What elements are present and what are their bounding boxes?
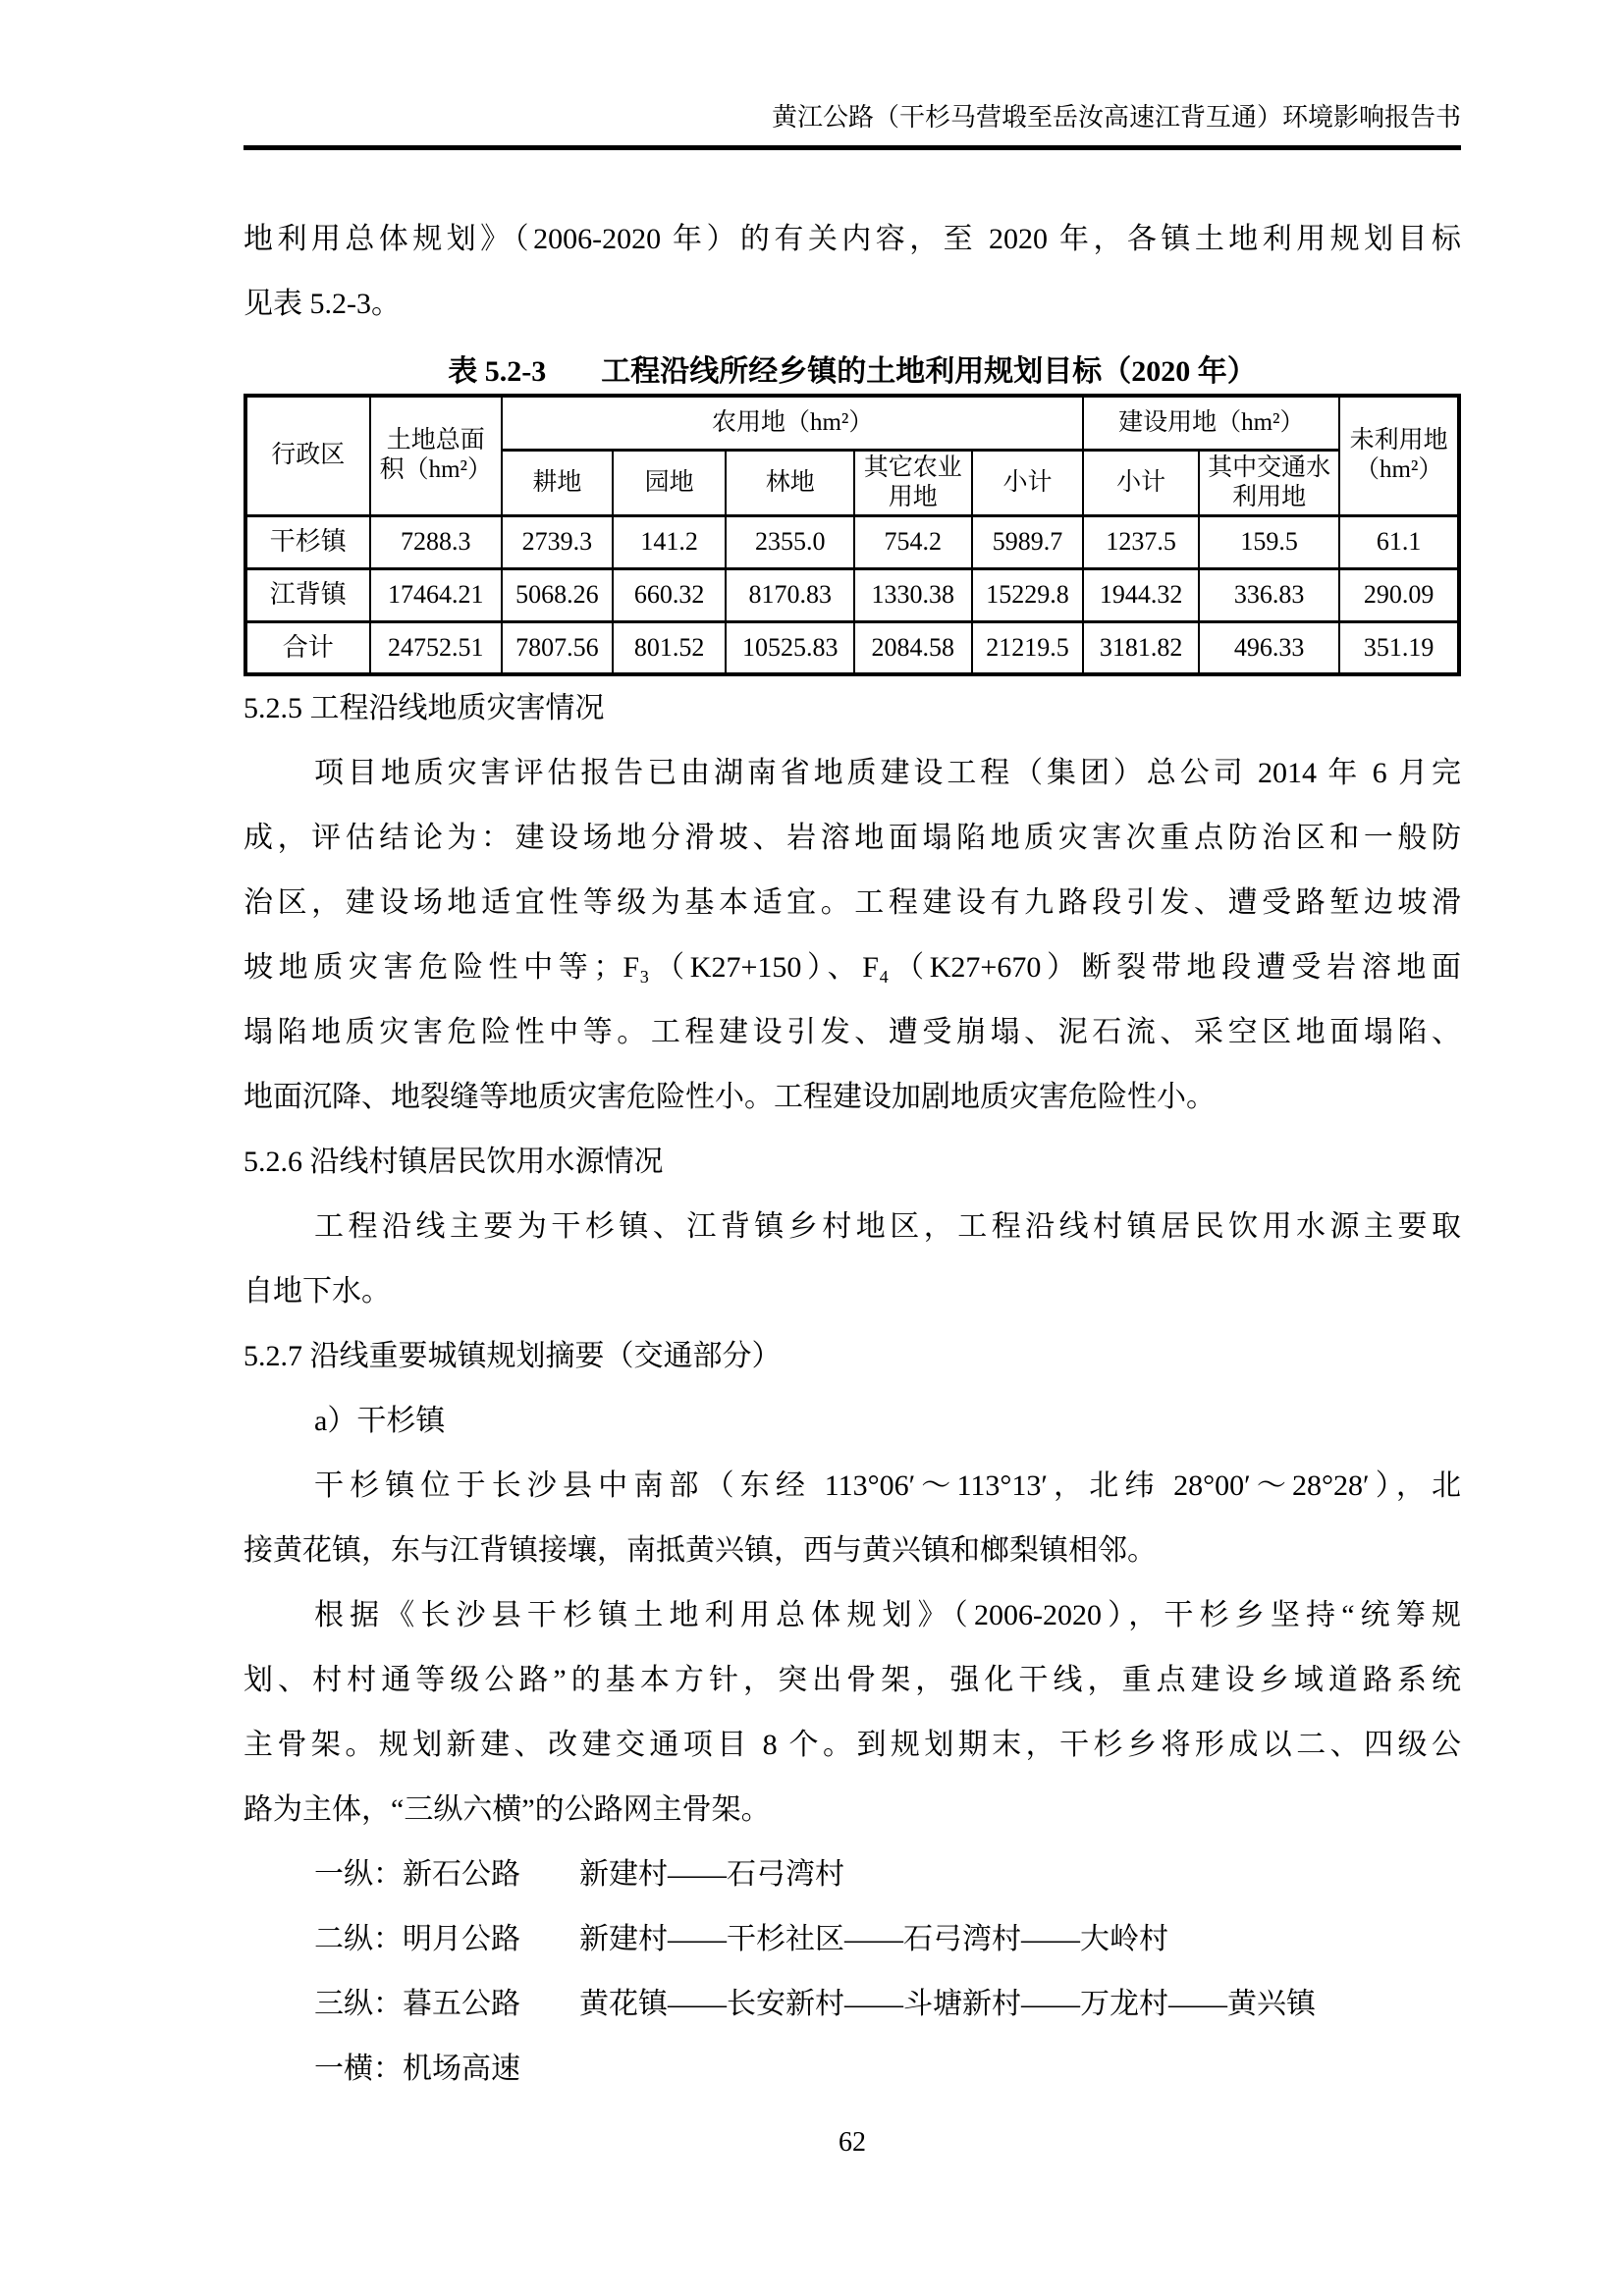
header-rule	[244, 145, 1461, 150]
table-row	[245, 568, 1459, 621]
table-cell: 61.1	[1339, 515, 1459, 568]
body-line: 成，评估结论为：建设场地分滑坡、岩溶地面塌陷地质灾害次重点防治区和一般防	[244, 822, 1461, 854]
subsection-heading-a: a）干杉镇	[314, 1405, 446, 1437]
table-cell: 2355.0	[726, 515, 854, 568]
body-line: 坡地质灾害危险性中等；F₃（K27+150）、F₄（K27+670）断裂带地段遭受岩溶地面	[244, 951, 1461, 984]
section-heading-5-2-7: 5.2.7 沿线重要城镇规划摘要（交通部分）	[244, 1340, 782, 1372]
table-cell: 754.2	[854, 515, 972, 568]
table-caption	[244, 350, 1461, 394]
section-heading-5-2-6: 5.2.6 沿线村镇居民饮用水源情况	[244, 1146, 664, 1178]
col-header-other-agri: 其它农业用地	[854, 450, 972, 515]
body-line: 自地下水。	[244, 1275, 391, 1308]
table-cell: 660.32	[613, 568, 727, 621]
table-caption-label: 表 5.2-3	[448, 355, 547, 388]
col-header-forest: 林地	[726, 450, 854, 515]
table-cell: 1330.38	[854, 568, 972, 621]
table-cell: 江背镇	[245, 568, 370, 621]
table-row	[245, 515, 1459, 568]
intro-line: 见表 5.2-3。	[244, 288, 401, 320]
table-cell: 10525.83	[726, 621, 854, 674]
body-line: 干杉镇位于长沙县中南部（东经 113°06′～113°13′，北纬 28°00′～28°28′），北	[314, 1469, 1461, 1502]
table-cell: 21219.5	[972, 621, 1084, 674]
section-heading-5-2-5: 5.2.5 工程沿线地质灾害情况	[244, 692, 605, 724]
table-cell: 8170.83	[726, 568, 854, 621]
page-footer	[244, 2123, 1461, 2163]
body-line: 工程沿线主要为干杉镇、江背镇乡村地区，工程沿线村镇居民饮用水源主要取	[314, 1210, 1461, 1243]
page-number: 62	[839, 2127, 866, 2158]
col-header-cultivated: 耕地	[502, 450, 613, 515]
col-header-constr-subtotal: 小计	[1083, 450, 1199, 515]
body-line: 路为主体，“三纵六横”的公路网主骨架。	[244, 1793, 771, 1826]
landuse-planning-table	[244, 394, 1461, 676]
col-header-total-area: 土地总面积（hm²）	[370, 396, 502, 515]
table-cell: 干杉镇	[245, 515, 370, 568]
table-cell: 1237.5	[1083, 515, 1199, 568]
road-line: 二纵：明月公路 新建村——干杉社区——石弓湾村——大岭村	[314, 1923, 1168, 1955]
col-header-agricultural-group: 农用地（hm²）	[502, 396, 1083, 450]
col-header-transport-water: 其中交通水利用地	[1199, 450, 1339, 515]
page-header	[244, 0, 1461, 150]
body-line: 根据《长沙县干杉镇土地利用总体规划》（2006-2020），干杉乡坚持“统筹规	[314, 1599, 1461, 1631]
road-line: 一横：机场高速	[314, 2053, 520, 2085]
table-cell: 24752.51	[370, 621, 502, 674]
intro-line: 地利用总体规划》（2006-2020 年）的有关内容，至 2020 年，各镇土地利用规划目标	[244, 223, 1461, 255]
body-line: 主骨架。规划新建、改建交通项目 8 个。到规划期末，干杉乡将形成以二、四级公	[244, 1729, 1461, 1761]
table-cell: 5068.26	[502, 568, 613, 621]
table-caption-title: 工程沿线所经乡镇的土地利用规划目标（2020 年）	[601, 355, 1257, 388]
body-line: 接黄花镇，东与江背镇接壤，南抵黄兴镇，西与黄兴镇和榔梨镇相邻。	[244, 1534, 1157, 1567]
table-cell: 3181.82	[1083, 621, 1199, 674]
col-header-unused: 未利用地（hm²）	[1339, 396, 1459, 515]
table-header-row-groups	[245, 396, 1459, 450]
table-cell: 2739.3	[502, 515, 613, 568]
table-cell: 159.5	[1199, 515, 1339, 568]
table-cell: 290.09	[1339, 568, 1459, 621]
col-header-region: 行政区	[245, 396, 370, 515]
table-cell: 7807.56	[502, 621, 613, 674]
table-cell: 15229.8	[972, 568, 1084, 621]
table-cell: 2084.58	[854, 621, 972, 674]
table-cell: 496.33	[1199, 621, 1339, 674]
table-cell: 7288.3	[370, 515, 502, 568]
body-line: 治区，建设场地适宜性等级为基本适宜。工程建设有九路段引发、遭受路堑边坡滑	[244, 886, 1461, 919]
document-body	[244, 207, 1461, 2102]
col-header-garden: 园地	[613, 450, 727, 515]
body-line: 塌陷地质灾害危险性中等。工程建设引发、遭受崩塌、泥石流、采空区地面塌陷、	[244, 1016, 1461, 1048]
body-line: 地面沉降、地裂缝等地质灾害危险性小。工程建设加剧地质灾害危险性小。	[244, 1081, 1216, 1113]
table-cell: 141.2	[613, 515, 727, 568]
table-cell: 336.83	[1199, 568, 1339, 621]
col-header-construction-group: 建设用地（hm²）	[1083, 396, 1339, 450]
body-line: 划、村村通等级公路”的基本方针，突出骨架，强化干线，重点建设乡域道路系统	[244, 1664, 1461, 1696]
page-header-title: 黄江公路（干杉马营塅至岳汝高速江背互通）环境影响报告书	[771, 103, 1461, 132]
road-line: 一纵：新石公路 新建村——石弓湾村	[314, 1858, 844, 1891]
table-cell: 801.52	[613, 621, 727, 674]
table-row-total	[245, 621, 1459, 674]
table-cell: 5989.7	[972, 515, 1084, 568]
table-cell: 合计	[245, 621, 370, 674]
table-cell: 1944.32	[1083, 568, 1199, 621]
col-header-agri-subtotal: 小计	[972, 450, 1084, 515]
table-cell: 351.19	[1339, 621, 1459, 674]
road-line: 三纵：暮五公路 黄花镇——长安新村——斗塘新村——万龙村——黄兴镇	[314, 1988, 1316, 2020]
body-line: 项目地质灾害评估报告已由湖南省地质建设工程（集团）总公司 2014 年 6 月完	[314, 757, 1461, 789]
table-cell: 17464.21	[370, 568, 502, 621]
